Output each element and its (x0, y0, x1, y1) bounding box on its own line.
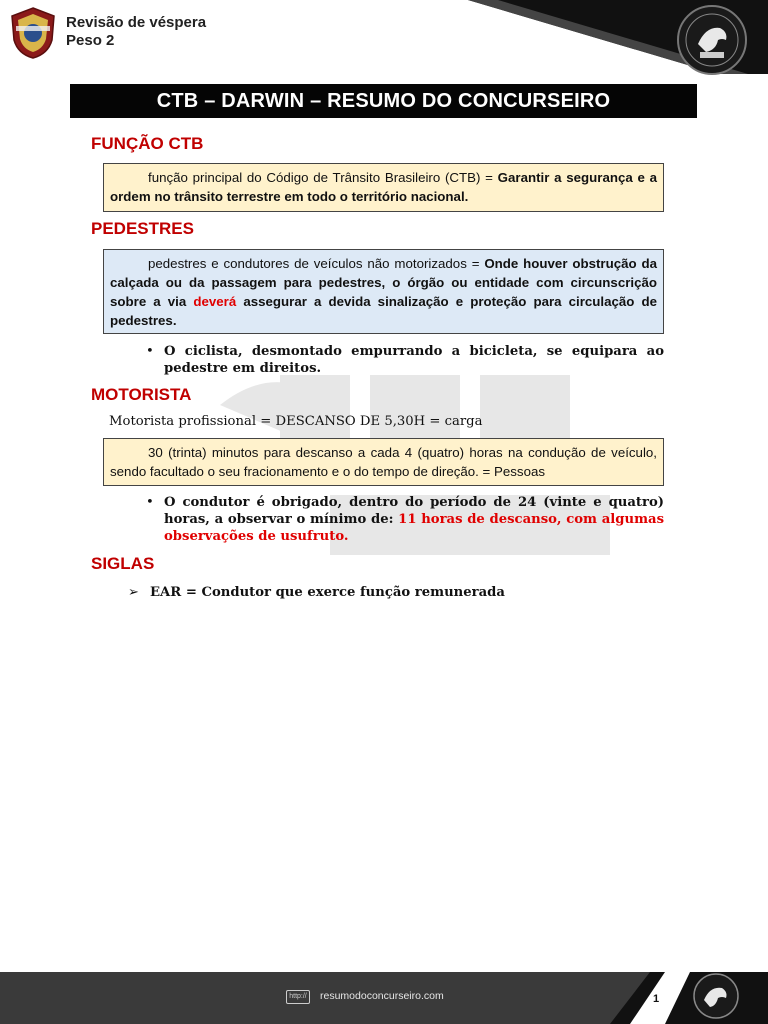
bullet-dot: • (146, 344, 154, 359)
pedestres-bullet-item: O ciclista, desmontado empurrando a bicicleta, se equipara ao pedestre em direitos. (164, 344, 664, 376)
section-heading-funcao: FUNÇÃO CTB (91, 134, 204, 153)
header-line-2: Peso 2 (66, 32, 115, 49)
funcao-text-bold: Garantir a segurança e a ordem no trânsito terrestre em todo o território nacional. (110, 170, 657, 204)
pedestres-definition-box (103, 249, 664, 334)
header-title (66, 14, 206, 50)
resumo-concurseiro-logo-icon (676, 4, 748, 76)
pedestres-highlight: deverá (193, 294, 237, 309)
bullet-dot: • (146, 495, 154, 510)
pedestres-text-bold-2: assegurar a devida sinalização e proteção para circulação de pedestres. (110, 294, 658, 328)
motorista-box-text: 30 (trinta) minutos para descanso a cada 4 (quatro) horas na condução de veículo, sendo facultado o seu fracionamento e o do tempo de direção. = Pessoas (110, 445, 657, 479)
header-line-1: Revisão de véspera (66, 14, 207, 31)
funcao-text: função principal do Código de Trânsito Brasileiro (CTB) = (148, 170, 498, 185)
section-heading-motorista: MOTORISTA (91, 385, 192, 404)
section-heading-pedestres: PEDESTRES (91, 219, 194, 238)
siglas-item: EAR = Condutor que exerce função remunerada (150, 585, 505, 600)
document-title-banner: CTB – DARWIN – RESUMO DO CONCURSEIRO (70, 84, 697, 118)
motorista-bullet-highlight: 11 horas de descanso, com algumas observações de usufruto. (164, 512, 664, 544)
page-number: 1 (653, 993, 660, 1005)
footer-url[interactable]: resumodoconcurseiro.com (320, 990, 444, 1002)
page-header (0, 0, 768, 74)
footer-url-icon: http:// (286, 990, 310, 1004)
pedestres-text-bold: Onde houver obstrução da calçada ou da passagem para pedestres, o órgão ou entidade com circunscrição sobre a via (110, 256, 657, 309)
section-heading-siglas: SIGLAS (91, 554, 155, 573)
motorista-line: Motorista profissional = DESCANSO DE 5,30H = carga (109, 414, 483, 429)
police-crest-icon (8, 6, 58, 60)
motorista-bullet-bold: O condutor é obrigado, dentro do período de 24 (vinte e quatro) horas, a observar o mínimo de: (164, 495, 664, 527)
motorista-definition-box (103, 438, 664, 486)
pedestres-text: pedestres e condutores de veículos não motorizados = (148, 256, 485, 271)
motorista-bullet-item (164, 494, 664, 545)
arrow-bullet-icon: ➢ (128, 585, 140, 600)
funcao-definition-box (103, 163, 664, 212)
